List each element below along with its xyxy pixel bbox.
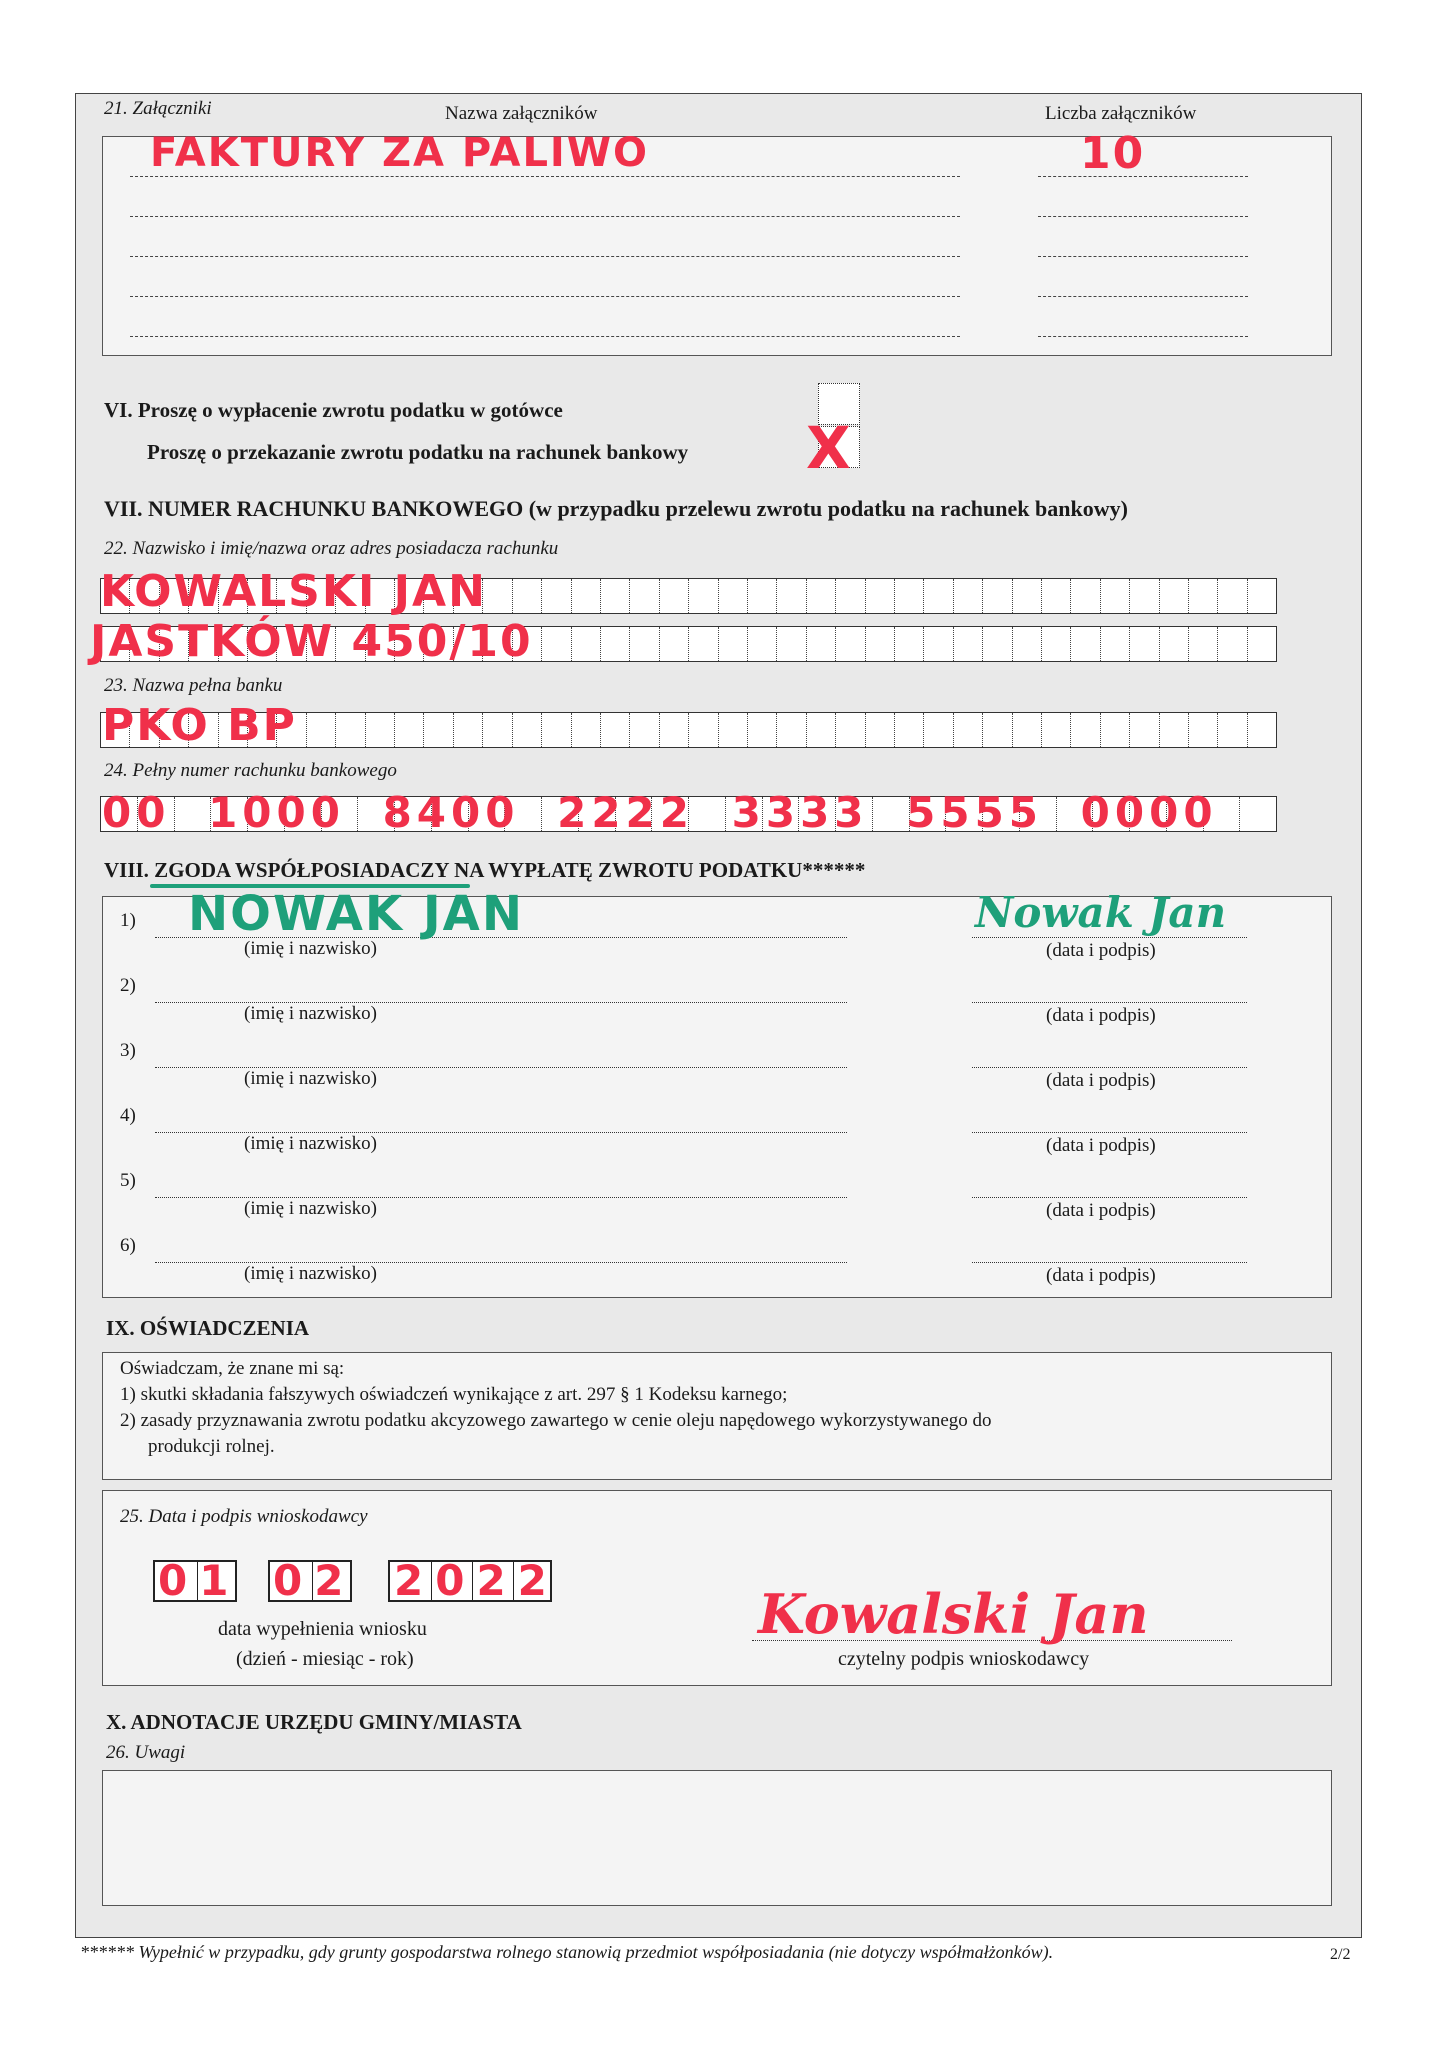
co-owners-section-title: VIII. ZGODA WSPÓŁPOSIADACZY NA WYPŁATĘ ZWROTU PODATKU******: [104, 858, 866, 882]
co-owner-row-number: 6): [120, 1235, 136, 1256]
attachment-name-value[interactable]: FAKTURY ZA PALIWO: [150, 130, 649, 176]
attachments-label: 21. Załączniki: [104, 98, 212, 119]
attachment-count-value[interactable]: 10: [1080, 128, 1146, 179]
co-owner-row-number: 3): [120, 1040, 136, 1061]
co-owner-signature-line[interactable]: [972, 1262, 1247, 1263]
date-year-value: 2022: [394, 1556, 559, 1605]
attachment-name-line: [130, 296, 960, 297]
date-month-value: 02: [273, 1556, 356, 1605]
declaration-item: 2) zasady przyznawania zwrotu podatku akcyzowego zawartego w cenie oleju napędowego wykorzystywanego do: [120, 1410, 992, 1431]
account-holder-label: 22. Nazwisko i imię/nazwa oraz adres posiadacza rachunku: [104, 538, 559, 559]
co-owner-name-caption: (imię i nazwisko): [244, 938, 377, 959]
attachment-name-line: [130, 256, 960, 257]
bank-name-label: 23. Nazwa pełna banku: [104, 675, 283, 696]
co-owner-name-caption: (imię i nazwisko): [244, 1198, 377, 1219]
declaration-item: produkcji rolnej.: [148, 1436, 275, 1457]
attachment-name-line: [130, 216, 960, 217]
applicant-signature: Kowalski Jan: [758, 1582, 1149, 1646]
attachments-count-header: Liczba załączników: [1045, 103, 1197, 124]
applicant-signature-caption: czytelny podpis wnioskodawcy: [838, 1648, 1090, 1670]
office-annotations-title: X. ADNOTACJE URZĘDU GMINY/MIASTA: [106, 1710, 522, 1734]
date-format-caption: (dzień - miesiąc - rok): [236, 1648, 414, 1670]
account-number-label: 24. Pełny numer rachunku bankowego: [104, 760, 397, 781]
co-owner-row-number: 5): [120, 1170, 136, 1191]
attachment-name-line: [130, 336, 960, 337]
co-owner-name-caption: (imię i nazwisko): [244, 1003, 377, 1024]
attachment-name-line: [130, 176, 960, 177]
remarks-label: 26. Uwagi: [106, 1742, 186, 1763]
cash-refund-label: VI. Proszę o wypłacenie zwrotu podatku w gotówce: [104, 398, 563, 422]
co-owner-signature-caption: (data i podpis): [1046, 1135, 1156, 1156]
co-owner-signature-line[interactable]: [972, 1132, 1247, 1133]
declarations-intro: Oświadczam, że znane mi są:: [120, 1358, 345, 1379]
attachment-count-line: [1038, 296, 1248, 297]
co-owner-row-number: 2): [120, 975, 136, 996]
co-owner-signature-caption: (data i podpis): [1046, 1005, 1156, 1026]
applicant-date-signature-label: 25. Data i podpis wnioskodawcy: [120, 1506, 368, 1527]
attachment-count-line: [1038, 336, 1248, 337]
declarations-section-title: IX. OŚWIADCZENIA: [106, 1316, 310, 1340]
date-caption: data wypełnienia wniosku: [218, 1618, 427, 1640]
co-owner-signature-line[interactable]: [972, 1067, 1247, 1068]
bank-account-section-title: VII. NUMER RACHUNKU BANKOWEGO (w przypadku przelewu zwrotu podatku na rachunek bankowy): [104, 496, 1128, 521]
account-number-value: 00 1000 8400 2222 3333 5555 0000: [102, 788, 1218, 837]
co-owner-row-number: 4): [120, 1105, 136, 1126]
co-owner-name-caption: (imię i nazwisko): [244, 1133, 377, 1154]
co-owner-signature-caption: (data i podpis): [1046, 940, 1156, 961]
declaration-item: 1) skutki składania fałszywych oświadczeń wynikające z art. 297 § 1 Kodeksu karnego;: [120, 1384, 788, 1405]
attachment-count-line: [1038, 256, 1248, 257]
bank-refund-label: Proszę o przekazanie zwrotu podatku na rachunek bankowy: [147, 440, 689, 464]
co-owner-signature-line[interactable]: [972, 1197, 1247, 1198]
footer-note: ****** Wypełnić w przypadku, gdy grunty gospodarstwa rolnego stanowią przedmiot współposiadania (nie dotyczy współmałżonków).: [80, 1942, 1054, 1962]
co-owner-signature-caption: (data i podpis): [1046, 1200, 1156, 1221]
co-owner-signature-line[interactable]: [972, 1002, 1247, 1003]
co-owner-name-caption: (imię i nazwisko): [244, 1068, 377, 1089]
remarks-box[interactable]: [102, 1770, 1332, 1906]
account-holder-line1: KOWALSKI JAN: [100, 566, 487, 617]
co-owner-1-name: NOWAK JAN: [188, 886, 524, 942]
co-owner-name-caption: (imię i nazwisko): [244, 1263, 377, 1284]
co-owner-1-signature: Nowak Jan: [975, 888, 1227, 937]
date-day-value: 01: [158, 1556, 241, 1605]
bank-refund-mark: X: [806, 414, 853, 482]
account-holder-line2: JASTKÓW 450/10: [90, 616, 533, 667]
co-owner-row-number: 1): [120, 910, 136, 931]
co-owner-signature-caption: (data i podpis): [1046, 1265, 1156, 1286]
page-number: 2/2: [1330, 1946, 1351, 1963]
bank-name-value: PKO BP: [102, 700, 297, 751]
co-owner-signature-caption: (data i podpis): [1046, 1070, 1156, 1091]
co-owner-signature-line[interactable]: [972, 937, 1247, 938]
attachments-name-header: Nazwa załączników: [445, 103, 598, 124]
attachment-count-line: [1038, 216, 1248, 217]
